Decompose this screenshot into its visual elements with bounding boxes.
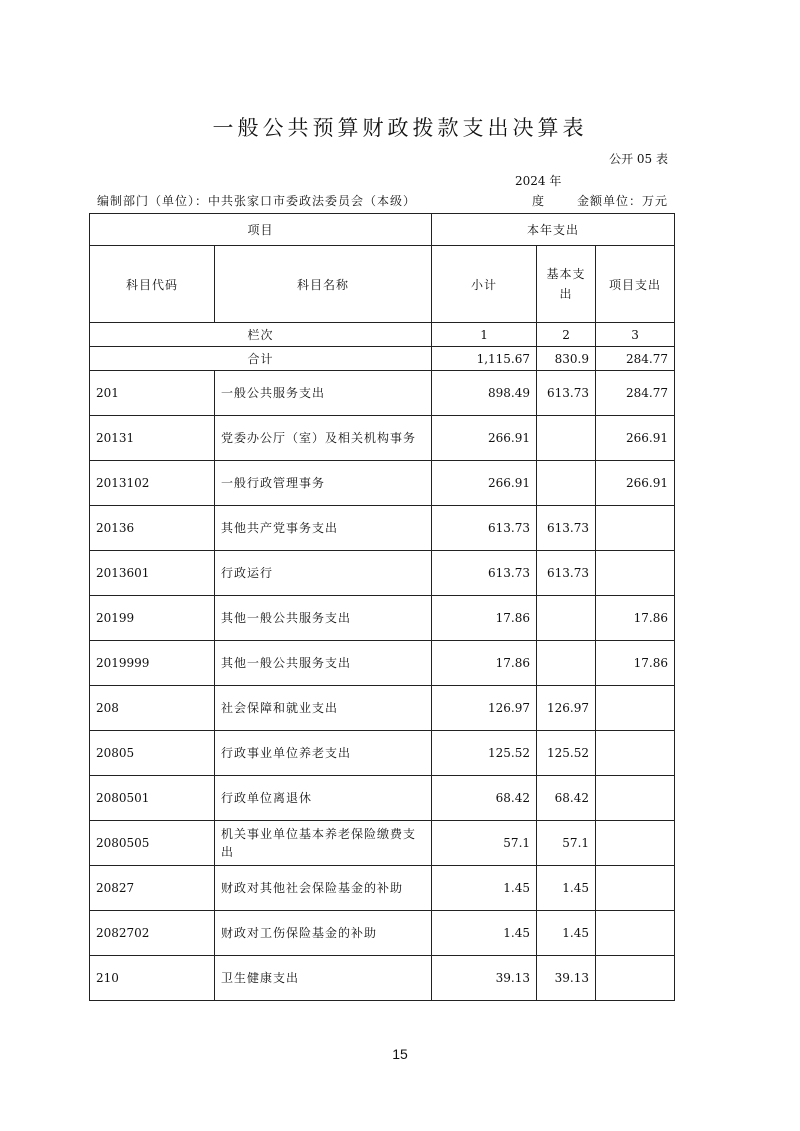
- header-code: 科目代码: [90, 246, 215, 323]
- row-name: 社会保障和就业支出: [215, 686, 432, 731]
- table-row: [90, 956, 675, 1001]
- row-subtotal: 613.73: [432, 506, 537, 551]
- row-subtotal: 17.86: [432, 596, 537, 641]
- header-name: 科目名称: [215, 246, 432, 323]
- row-project: 266.91: [596, 461, 675, 506]
- column-index-label: 栏次: [90, 323, 432, 347]
- row-name: 其他共产党事务支出: [215, 506, 432, 551]
- row-project: 266.91: [596, 416, 675, 461]
- currency-unit-label: 金额单位：万元: [576, 194, 668, 208]
- row-name: 行政运行: [215, 551, 432, 596]
- row-name: 财政对工伤保险基金的补助: [215, 911, 432, 956]
- row-project: [596, 911, 675, 956]
- row-basic: 126.97: [537, 686, 596, 731]
- row-project: 284.77: [596, 371, 675, 416]
- row-basic: [537, 416, 596, 461]
- row-subtotal: 266.91: [432, 461, 537, 506]
- row-subtotal: 1.45: [432, 866, 537, 911]
- row-project: [596, 956, 675, 1001]
- header-basic: 基本支出: [537, 246, 596, 323]
- row-code: 20136: [90, 506, 215, 551]
- row-name: 机关事业单位基本养老保险缴费支出: [215, 821, 432, 866]
- row-basic: [537, 641, 596, 686]
- column-index-3: 3: [596, 323, 675, 347]
- row-basic: [537, 596, 596, 641]
- row-code: 2019999: [90, 641, 215, 686]
- row-code: 2080505: [90, 821, 215, 866]
- column-index-1: 1: [432, 323, 537, 347]
- expenditure-table: [89, 213, 675, 1001]
- row-basic: 68.42: [537, 776, 596, 821]
- row-basic: 1.45: [537, 866, 596, 911]
- row-code: 20827: [90, 866, 215, 911]
- row-name: 行政事业单位养老支出: [215, 731, 432, 776]
- row-basic: 57.1: [537, 821, 596, 866]
- total-subtotal: 1,115.67: [432, 347, 537, 371]
- table-row: [90, 551, 675, 596]
- row-name: 一般公共服务支出: [215, 371, 432, 416]
- table-row: [90, 866, 675, 911]
- row-basic: 613.73: [537, 551, 596, 596]
- row-basic: [537, 461, 596, 506]
- row-code: 2013601: [90, 551, 215, 596]
- row-code: 2080501: [90, 776, 215, 821]
- table-row: [90, 416, 675, 461]
- row-project: [596, 821, 675, 866]
- row-code: 201: [90, 371, 215, 416]
- row-name: 一般行政管理事务: [215, 461, 432, 506]
- row-project: [596, 686, 675, 731]
- fiscal-year-line1: 2024 年: [515, 174, 562, 188]
- row-subtotal: 898.49: [432, 371, 537, 416]
- table-row: [90, 506, 675, 551]
- table-number: 公开 05 表: [609, 152, 668, 166]
- header-item: 项目: [90, 214, 432, 246]
- total-project: 284.77: [596, 347, 675, 371]
- row-subtotal: 1.45: [432, 911, 537, 956]
- row-code: 2082702: [90, 911, 215, 956]
- row-basic: 1.45: [537, 911, 596, 956]
- table-row: [90, 821, 675, 866]
- row-code: 210: [90, 956, 215, 1001]
- row-code: 20805: [90, 731, 215, 776]
- row-basic: 613.73: [537, 506, 596, 551]
- page-title: 一般公共预算财政拨款支出决算表: [212, 116, 588, 140]
- row-code: 208: [90, 686, 215, 731]
- department-label: 编制部门（单位）：中共张家口市委政法委员会（本级）: [97, 194, 417, 208]
- column-index-row: [90, 323, 675, 347]
- table-row: [90, 731, 675, 776]
- row-basic: 39.13: [537, 956, 596, 1001]
- table-row: [90, 461, 675, 506]
- row-code: 20131: [90, 416, 215, 461]
- row-project: [596, 731, 675, 776]
- fiscal-year-line2: 度: [532, 194, 545, 208]
- row-project: [596, 551, 675, 596]
- row-project: [596, 776, 675, 821]
- row-project: 17.86: [596, 641, 675, 686]
- row-subtotal: 17.86: [432, 641, 537, 686]
- row-code: 20199: [90, 596, 215, 641]
- row-name: 行政单位离退休: [215, 776, 432, 821]
- column-index-2: 2: [537, 323, 596, 347]
- total-label: 合计: [90, 347, 432, 371]
- table-row: [90, 686, 675, 731]
- row-name: 卫生健康支出: [215, 956, 432, 1001]
- header-row-2: [90, 246, 675, 323]
- table-row: [90, 776, 675, 821]
- row-name: 其他一般公共服务支出: [215, 641, 432, 686]
- total-basic: 830.9: [537, 347, 596, 371]
- row-subtotal: 266.91: [432, 416, 537, 461]
- row-subtotal: 57.1: [432, 821, 537, 866]
- table-row: [90, 596, 675, 641]
- total-row: [90, 347, 675, 371]
- header-project: 项目支出: [596, 246, 675, 323]
- table-row: [90, 641, 675, 686]
- row-name: 其他一般公共服务支出: [215, 596, 432, 641]
- row-subtotal: 613.73: [432, 551, 537, 596]
- row-project: [596, 506, 675, 551]
- row-name: 财政对其他社会保险基金的补助: [215, 866, 432, 911]
- row-subtotal: 125.52: [432, 731, 537, 776]
- header-current-year: 本年支出: [432, 214, 675, 246]
- row-subtotal: 39.13: [432, 956, 537, 1001]
- page-number: 15: [392, 1046, 408, 1062]
- header-row-1: [90, 214, 675, 246]
- row-subtotal: 126.97: [432, 686, 537, 731]
- row-basic: 613.73: [537, 371, 596, 416]
- row-subtotal: 68.42: [432, 776, 537, 821]
- row-basic: 125.52: [537, 731, 596, 776]
- table-row: [90, 371, 675, 416]
- row-project: [596, 866, 675, 911]
- header-subtotal: 小计: [432, 246, 537, 323]
- table-row: [90, 911, 675, 956]
- row-name: 党委办公厅（室）及相关机构事务: [215, 416, 432, 461]
- row-project: 17.86: [596, 596, 675, 641]
- row-code: 2013102: [90, 461, 215, 506]
